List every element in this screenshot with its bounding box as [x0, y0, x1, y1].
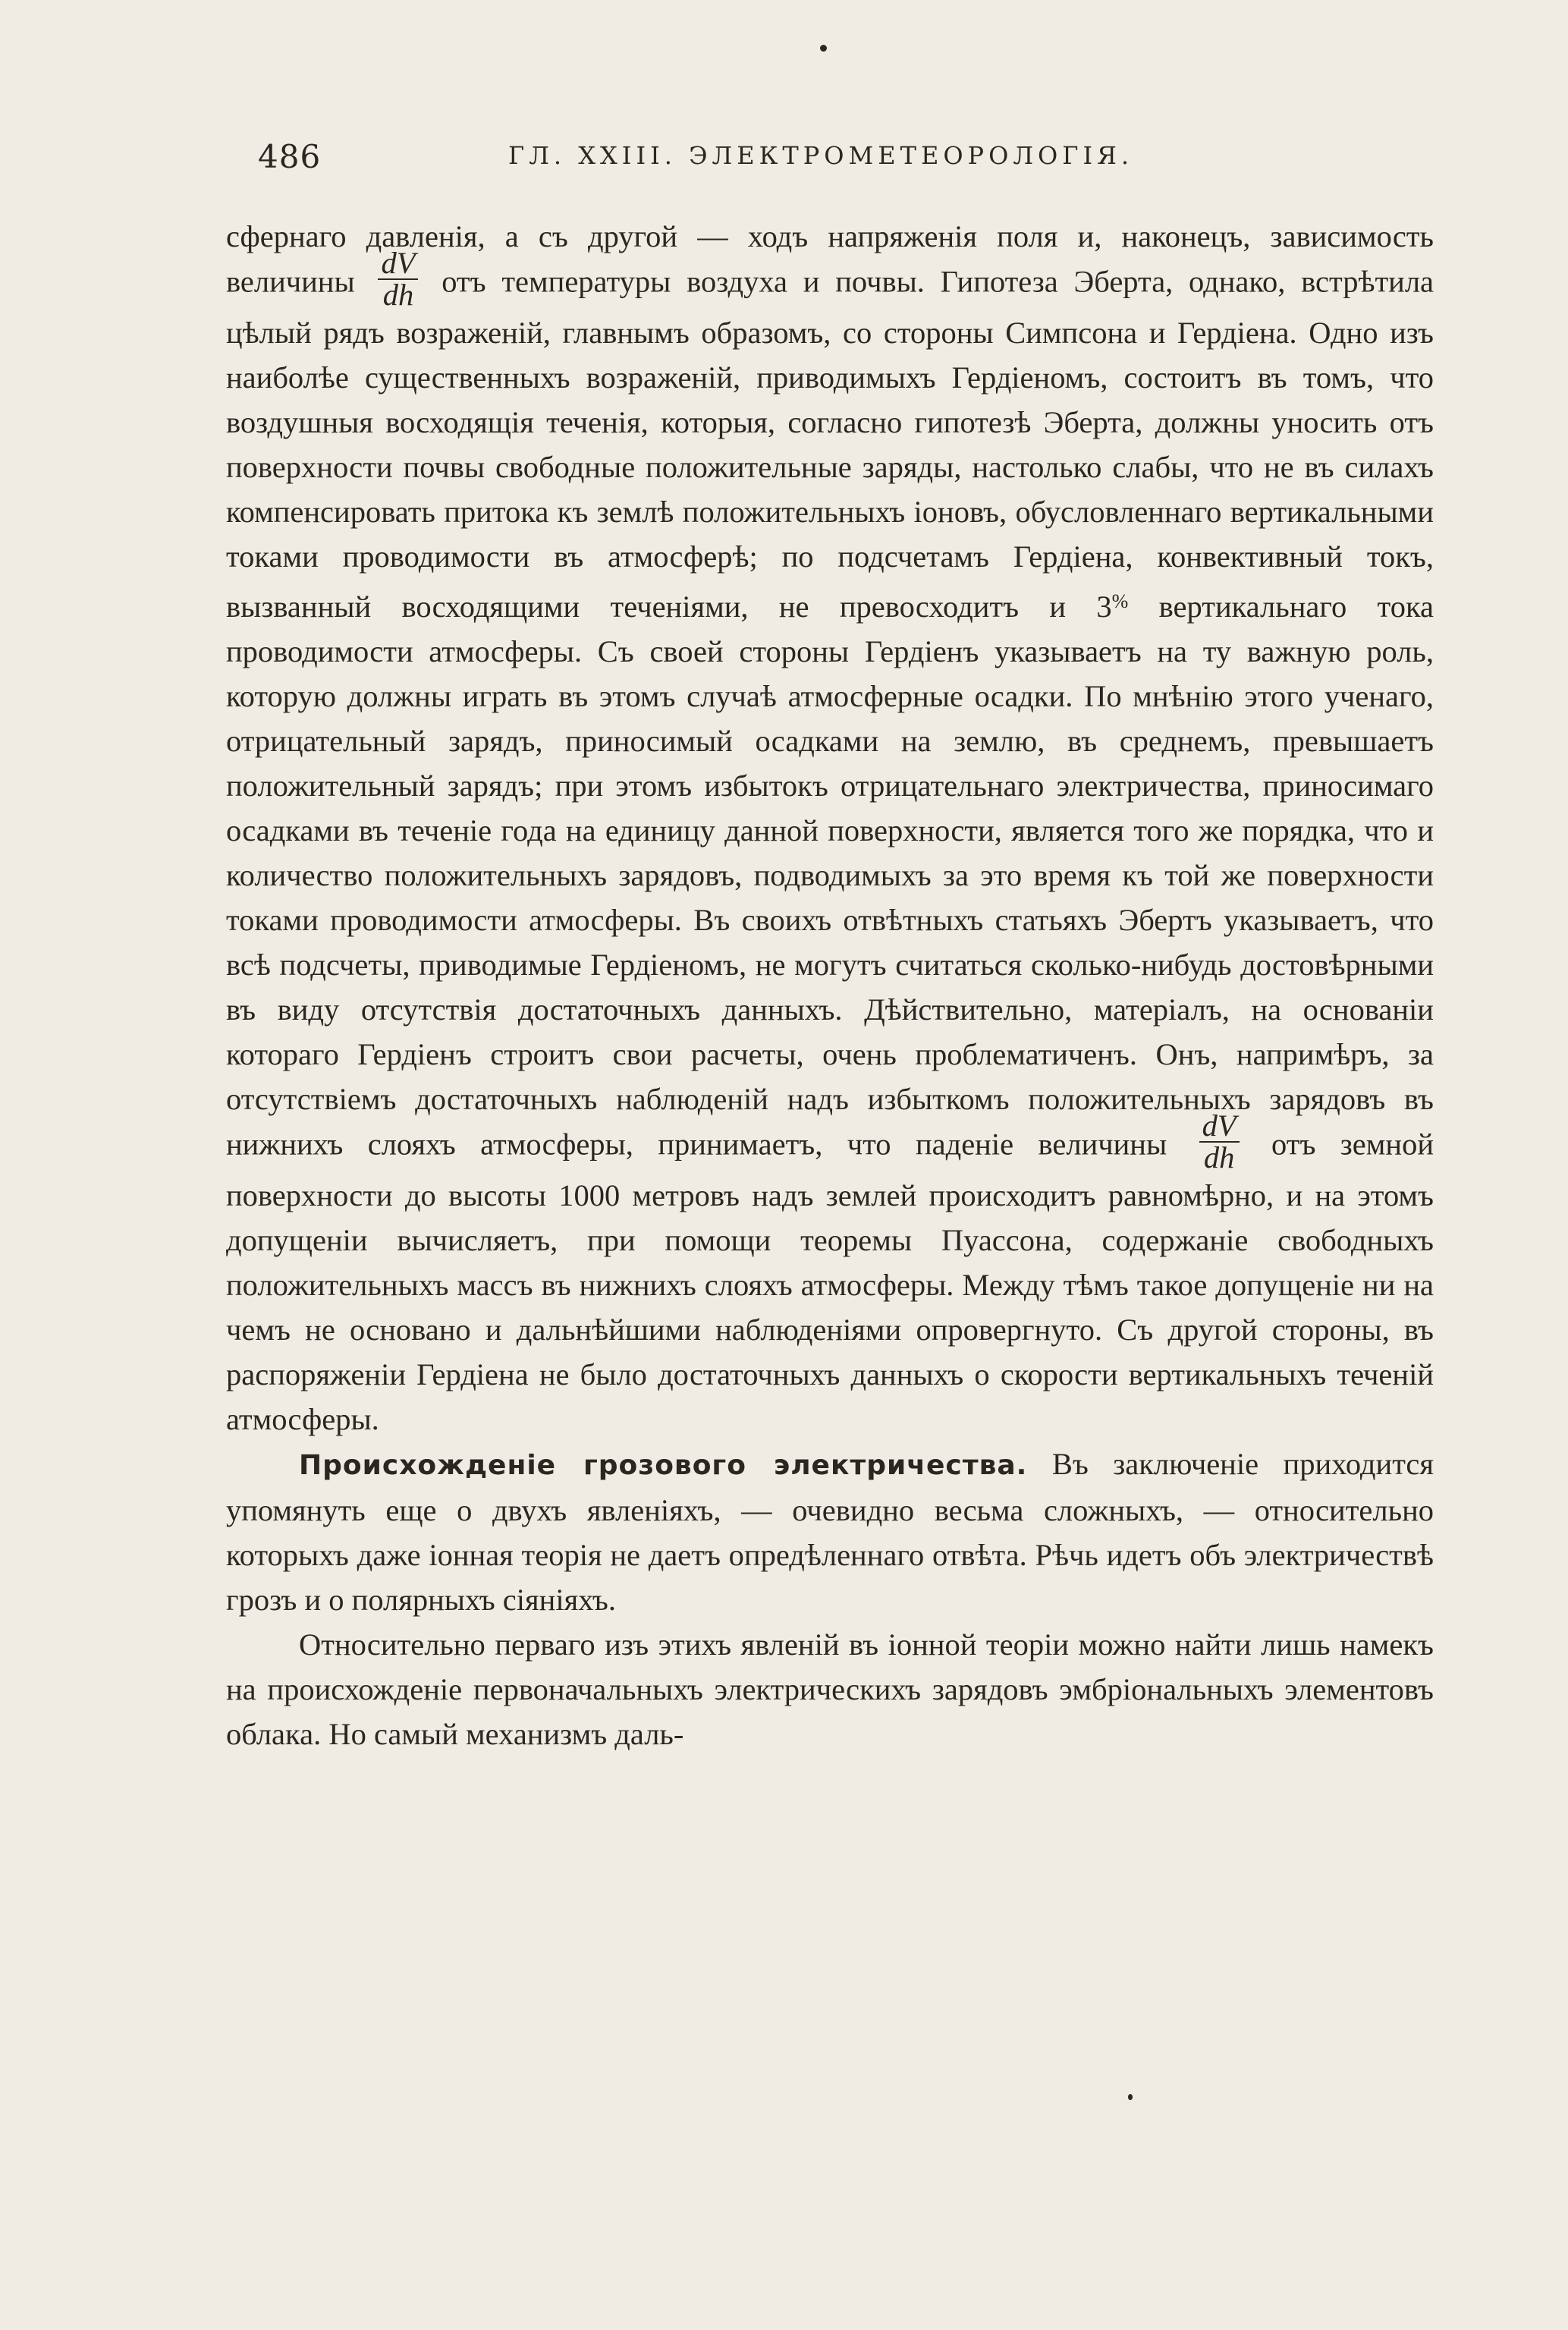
paragraph — [226, 1622, 1434, 1756]
percent-value: 3 — [1096, 590, 1112, 624]
page-number: 486 — [258, 138, 322, 175]
text-run: отъ земной поверхности до высоты 1000 метровъ надъ землей происходитъ равномѣрно, и на этомъ допущеніи вычисляетъ, при помощи теоремы Пуассона, содержаніе свободныхъ положительныхъ массъ въ нижнихъ слояхъ атмосферы. Между тѣмъ такое допущеніе ни на чемъ не основано и дальнѣйшими наблюденіями опровергнуто. Съ другой стороны, въ распоряженіи Гердіена не было достаточныхъ данныхъ о скорости вертикальныхъ теченій атмосферы. — [226, 1127, 1434, 1436]
paragraph — [226, 1442, 1434, 1622]
fraction-dv-dh — [378, 248, 418, 310]
text-run: сфернаго давленія, а съ другой — ходъ напряженія поля и, наконецъ, зависимость величины — [226, 219, 1434, 299]
body-text — [226, 214, 1434, 1756]
text-run: Относительно перваго изъ этихъ явленій въ іонной теоріи можно найти лишь намекъ на происхожденіе первоначальныхъ электрическихъ зарядовъ эмбріональныхъ элементовъ облака. Но самый механизмъ даль- — [226, 1627, 1434, 1751]
text-run: вертикальнаго тока проводимости атмосферы. Съ своей стороны Гердіенъ указываетъ на ту важную роль, которую должны играть въ этомъ случаѣ атмосферные осадки. По мнѣнію этого ученаго, отрицательный зарядъ, приносимый осадками на землю, въ среднемъ, превышаетъ положительный зарядъ; при этомъ избытокъ отрицательнаго электричества, приносимаго осадками въ теченіе года на единицу данной поверхности, является того же порядка, что и количество положительныхъ зарядовъ, подводимыхъ за это время къ той же поверхности токами проводимости атмосферы. Въ своихъ отвѣтныхъ статьяхъ Эбертъ указываетъ, что всѣ подсчеты, приводимые Гердіеномъ, не могутъ считаться сколько-нибудь достовѣрными въ виду отсутствія достаточныхъ данныхъ. Дѣйствительно, матеріалъ, на основаніи котораго Гердіенъ строитъ свои расчеты, очень проблематиченъ. Онъ, напримѣръ, за отсутствіемъ достаточныхъ наблюденій надъ избыткомъ положительныхъ зарядовъ въ нижнихъ слояхъ атмосферы, принимаетъ, что паденіе величины — [226, 590, 1434, 1162]
running-title: ГЛ. XXIII. ЭЛЕКТРОМЕТЕОРОЛОГІЯ. — [508, 141, 1134, 170]
text-run: отъ температуры воздуха и почвы. Гипотеза Эберта, однако, встрѣтила цѣлый рядъ возраженій, главнымъ образомъ, со стороны Симпсона и Гердіена. Одно изъ наиболѣе существенныхъ возраженій, приводимыхъ Гердіеномъ, состоитъ въ томъ, что воздушныя восходящія теченія, которыя, согласно гипотезѣ Эберта, должны уносить отъ поверхности почвы свободные положительные заряды, настолько слабы, что не въ силахъ компенсировать притока къ землѣ положительныхъ іоновъ, обусловленнаго вертикальными токами проводимости въ атмосферѣ; по подсчетамъ Гердіена, конвективный токъ, вызванный восходящими теченіями, не превосходитъ и — [226, 264, 1434, 624]
fraction-denominator: dh — [382, 278, 414, 312]
fraction-numerator: dV — [378, 248, 418, 280]
paragraph — [226, 214, 1434, 1442]
fraction-denominator: dh — [1203, 1140, 1235, 1174]
ink-speck — [820, 45, 827, 52]
fraction-dv-dh — [1199, 1108, 1240, 1174]
text-run: Въ заключеніе приходится упомянуть еще о двухъ явленіяхъ, — очевидно весьма сложныхъ, — относительно которыхъ даже іонная теорія не даетъ опредѣленнаго отвѣта. Рѣчь идетъ объ электричествѣ грозъ и о полярныхъ сіяніяхъ. — [226, 1447, 1434, 1617]
percent-sign: % — [1111, 590, 1129, 612]
fraction-numerator: dV — [1199, 1111, 1240, 1143]
ink-speck — [1128, 2094, 1133, 2100]
section-heading: Происхожденіе грозового электричества. — [299, 1450, 1028, 1481]
